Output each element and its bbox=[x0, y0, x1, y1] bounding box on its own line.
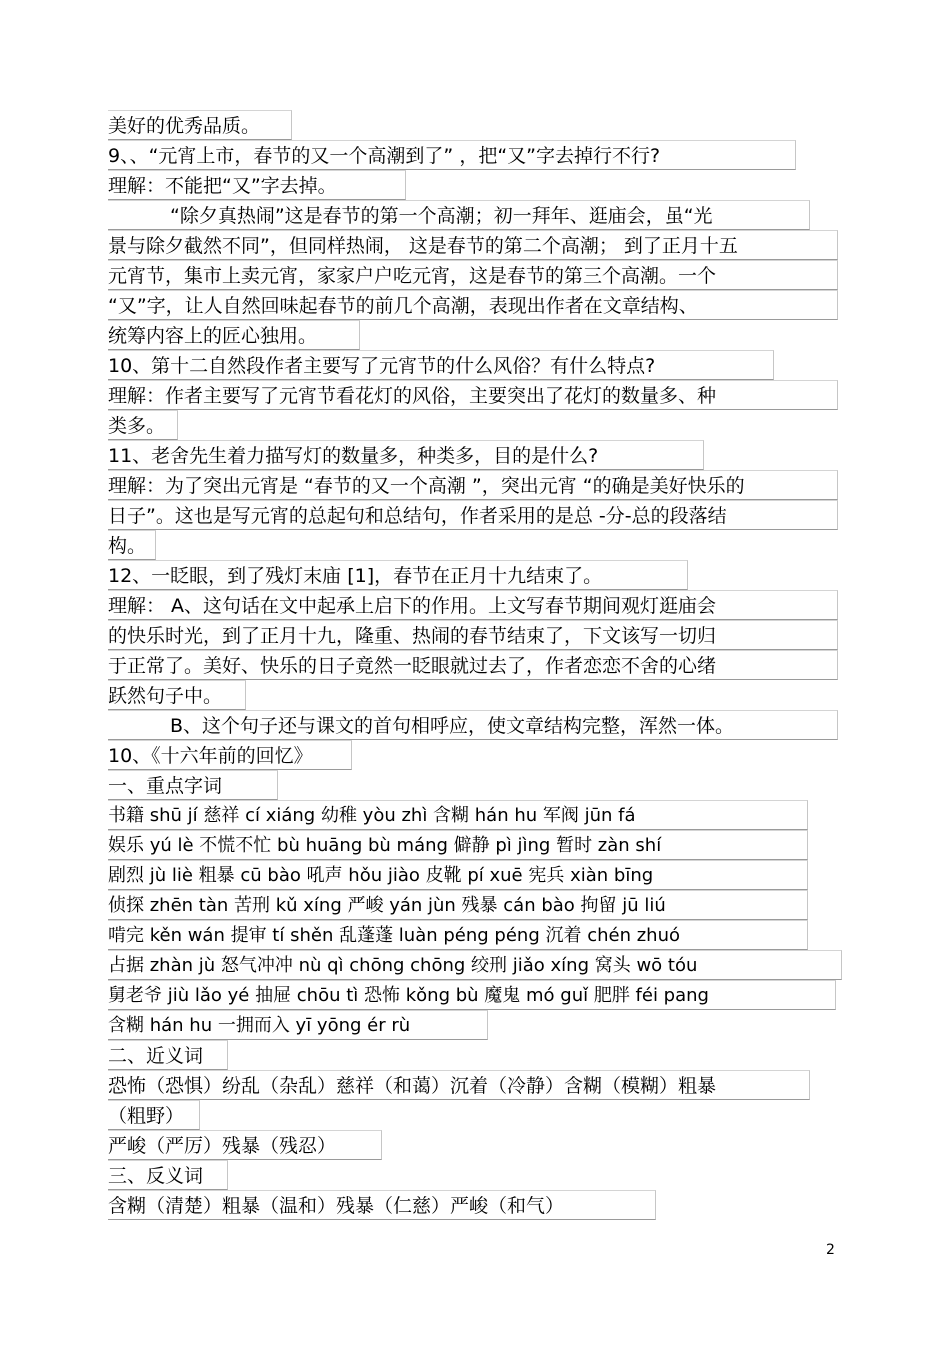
antonym-line: 含糊（清楚）粗暴（温和）残暴（仁慈）严峻（和气） bbox=[108, 1190, 656, 1220]
question-9: 9、、“元宵上市，春节的又一个高潮到了” ，把“又”字去掉行不行? bbox=[108, 140, 796, 170]
text-line: 构。 bbox=[108, 530, 156, 560]
synonym-line: （粗野） bbox=[108, 1100, 200, 1130]
answer-line: 理解： A、这句话在文中起承上启下的作用。上文写春节期间观灯逛庙会 bbox=[108, 590, 838, 620]
synonym-line: 恐怖（恐惧）纷乱（杂乱）慈祥（和蔼）沉着（冷静）含糊（模糊）粗暴 bbox=[108, 1070, 810, 1100]
vocab-line: 剧烈 jù liè 粗暴 cū bào 吼声 hǒu jiào 皮靴 pí xuē 宪兵 xiàn bīng bbox=[108, 860, 808, 890]
text-line: 于正常了。美好、快乐的日子竟然一眨眼就过去了，作者恋恋不舍的心绪 bbox=[108, 650, 838, 680]
section-heading: 三、反义词 bbox=[108, 1160, 228, 1190]
text-line: 的快乐时光，到了正月十九，隆重、热闹的春节结束了，下文该写一切归 bbox=[108, 620, 838, 650]
text-line: 日子”。这也是写元宵的总起句和总结句，作者采用的是总 -分-总的段落结 bbox=[108, 500, 838, 530]
answer-line: 理解：为了突出元宵是 “春节的又一个高潮 ”，突出元宵 “的确是美好快乐的 bbox=[108, 470, 838, 500]
vocab-line: 侦探 zhēn tàn 苦刑 kǔ xíng 严峻 yán jùn 残暴 cán bào 拘留 jū liú bbox=[108, 890, 808, 920]
text-line: “又”字，让人自然回味起春节的前几个高潮，表现出作者在文章结构、 bbox=[108, 290, 838, 320]
question-12: 12、一眨眼，到了残灯末庙 [1]，春节在正月十九结束了。 bbox=[108, 560, 688, 590]
vocab-line: 含糊 hán hu 一拥而入 yī yōng ér rù bbox=[108, 1010, 488, 1040]
answer-line: 理解：作者主要写了元宵节看花灯的风俗，主要突出了花灯的数量多、种 bbox=[108, 380, 838, 410]
text-line: “除夕真热闹”这是春节的第一个高潮；初一拜年、逛庙会，虽“光 bbox=[108, 200, 810, 230]
text-line: 类多。 bbox=[108, 410, 178, 440]
lesson-title: 10、《十六年前的回忆》 bbox=[108, 740, 352, 770]
vocab-line: 书籍 shū jí 慈祥 cí xiáng 幼稚 yòu zhì 含糊 hán hu 军阀 jūn fá bbox=[108, 800, 808, 830]
page-number: 2 bbox=[826, 1242, 835, 1258]
synonym-line: 严峻（严厉）残暴（残忍） bbox=[108, 1130, 382, 1160]
answer-line: 理解：不能把“又”字去掉。 bbox=[108, 170, 406, 200]
section-heading: 二、近义词 bbox=[108, 1040, 228, 1070]
text-line: 跃然句子中。 bbox=[108, 680, 246, 710]
text-line: 景与除夕截然不同”，但同样热闹， 这是春节的第二个高潮； 到了正月十五 bbox=[108, 230, 838, 260]
text-line: 元宵节，集市上卖元宵，家家户户吃元宵，这是春节的第三个高潮。一个 bbox=[108, 260, 838, 290]
vocab-line: 娱乐 yú lè 不慌不忙 bù huāng bù máng 僻静 pì jìng 暂时 zàn shí bbox=[108, 830, 808, 860]
text-line: B、这个句子还与课文的首句相呼应，使文章结构完整，浑然一体。 bbox=[108, 710, 838, 740]
text-line: 统筹内容上的匠心独用。 bbox=[108, 320, 360, 350]
vocab-line: 占据 zhàn jù 怒气冲冲 nù qì chōng chōng 绞刑 jiǎo xíng 窝头 wō tóu bbox=[108, 950, 842, 980]
section-heading: 一、重点字词 bbox=[108, 770, 278, 800]
text-line: 美好的优秀品质。 bbox=[108, 110, 292, 140]
question-11: 11、老舍先生着力描写灯的数量多，种类多，目的是什么? bbox=[108, 440, 704, 470]
question-10: 10、第十二自然段作者主要写了元宵节的什么风俗？有什么特点? bbox=[108, 350, 774, 380]
vocab-line: 啃完 kěn wán 提审 tí shěn 乱蓬蓬 luàn péng péng 沉着 chén zhuó bbox=[108, 920, 808, 950]
vocab-line: 舅老爷 jiù lǎo yé 抽屉 chōu tì 恐怖 kǒng bù 魔鬼 mó guǐ 肥胖 féi pang bbox=[108, 980, 836, 1010]
